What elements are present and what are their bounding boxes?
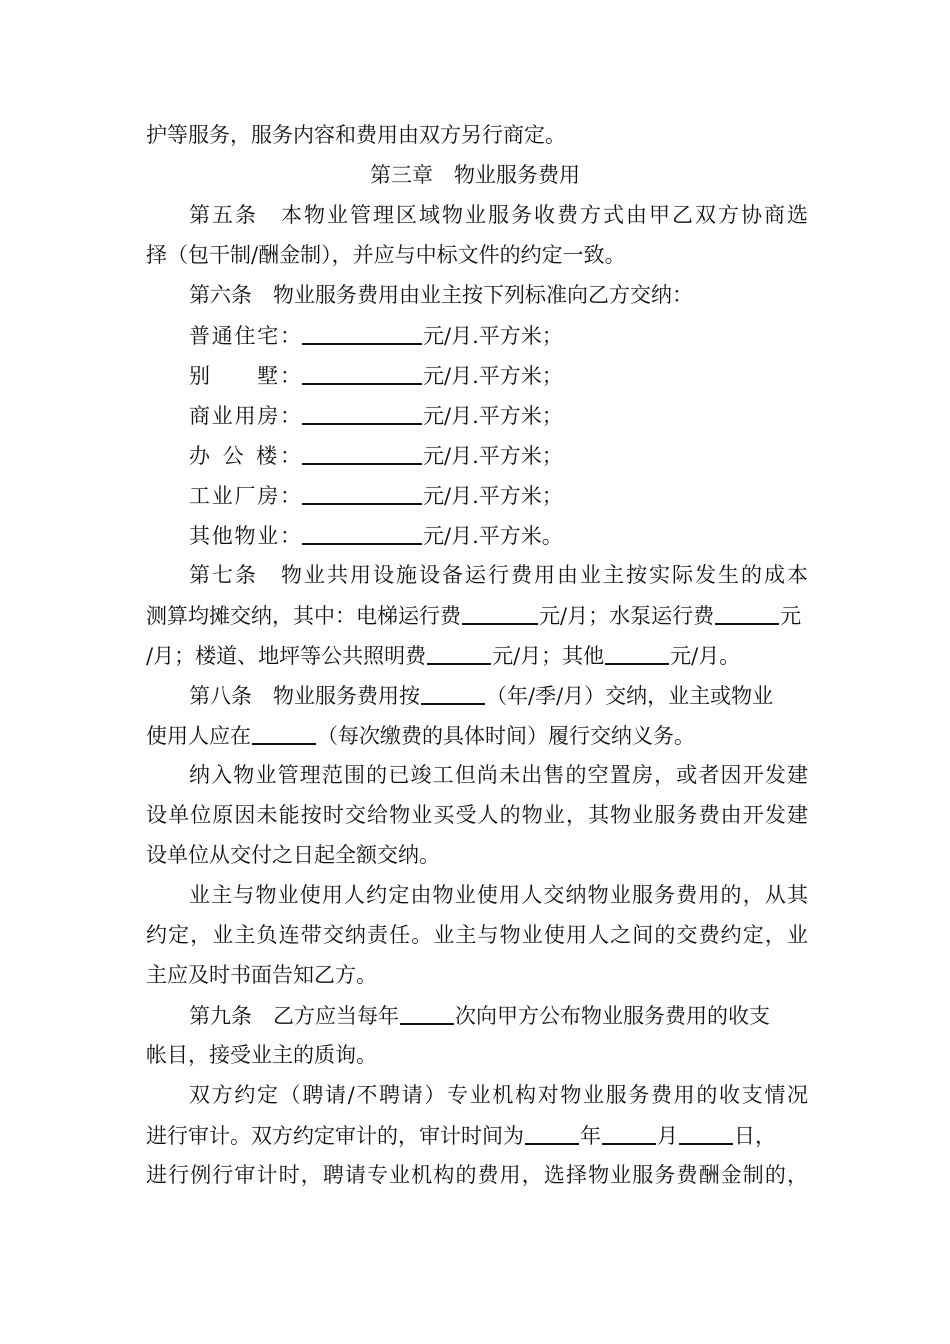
- fee-row: [189, 315, 808, 355]
- text-run: （年/季/月）交纳，业主或物业: [486, 684, 774, 708]
- fee-unit: 元/月.平方米。: [423, 524, 563, 548]
- text-run: 第八条 物业服务费用按: [189, 684, 420, 708]
- text-run: /月；楼道、地坪等公共照明费: [146, 644, 427, 668]
- text-run: 元/月；水泵运行费: [539, 604, 715, 628]
- paragraph-line: [146, 1115, 808, 1155]
- paragraph-line: [146, 595, 808, 635]
- fee-row: [189, 475, 808, 515]
- paragraph-line: 帐目，接受业主的质询。: [146, 1043, 377, 1067]
- fee-row: [189, 395, 808, 435]
- text-run: 元: [780, 604, 802, 628]
- paragraph-line: [189, 995, 808, 1035]
- paragraph-line: 业主与物业使用人约定由物业使用人交纳物业服务费用的，从其: [189, 883, 808, 907]
- text-run: 年: [580, 1124, 601, 1148]
- fee-label: 商业用房：: [189, 404, 301, 428]
- chapter-heading: 第三章 物业服务费用: [370, 163, 580, 187]
- fee-label: 办 公 楼：: [189, 444, 301, 468]
- text-run: 元/月；其他: [492, 644, 605, 668]
- fee-label: 普通住宅：: [189, 324, 301, 348]
- fill-blank: [252, 717, 316, 745]
- paragraph-line: 第五条 本物业管理区域物业服务收费方式由甲乙双方协商选: [189, 203, 808, 227]
- paragraph-line: 双方约定（聘请/不聘请）专业机构对物业服务费用的收支情况: [189, 1083, 808, 1107]
- fill-blank: [302, 397, 422, 425]
- paragraph-line: 第六条 物业服务费用由业主按下列标准向乙方交纳：: [189, 283, 693, 307]
- text-run: 进行审计。双方约定审计的，审计时间为: [146, 1124, 524, 1148]
- fee-row: [189, 355, 808, 395]
- text-run: 第九条 乙方应当每年: [189, 1004, 399, 1028]
- paragraph-line: [189, 675, 808, 715]
- fill-blank: [302, 357, 422, 385]
- paragraph-line: [146, 635, 808, 675]
- fee-row: [189, 435, 808, 475]
- paragraph-line: 进行例行审计时，聘请专业机构的费用，选择物业服务费酬金制的，: [146, 1163, 808, 1187]
- fee-unit: 元/月.平方米；: [423, 444, 563, 468]
- fill-blank: [605, 637, 669, 665]
- fee-unit: 元/月.平方米；: [423, 404, 563, 428]
- paragraph-line: 择（包干制/酬金制），并应与中标文件的约定一致。: [146, 243, 626, 267]
- text-run: 元/月。: [670, 644, 741, 668]
- fill-blank: [602, 1117, 656, 1145]
- text-run: （每次缴费的具体时间）履行交纳义务。: [317, 724, 695, 748]
- fee-label: 工业厂房：: [189, 484, 301, 508]
- paragraph-line: 第七条 物业共用设施设备运行费用由业主按实际发生的成本: [189, 563, 808, 587]
- fill-blank: [462, 597, 538, 625]
- paragraph-line: 设单位从交付之日起全额交纳。: [146, 843, 440, 867]
- fee-unit: 元/月.平方米；: [423, 484, 563, 508]
- fee-row: [189, 515, 808, 555]
- fill-blank: [427, 637, 491, 665]
- paragraph-line: 护等服务，服务内容和费用由双方另行商定。: [146, 123, 566, 147]
- fill-blank: [421, 677, 485, 705]
- paragraph-line: 主应及时书面告知乙方。: [146, 963, 377, 987]
- fill-blank: [400, 997, 454, 1025]
- text-run: 日，: [734, 1124, 776, 1148]
- fee-unit: 元/月.平方米；: [423, 364, 563, 388]
- text-run: 次向甲方公布物业服务费用的收支: [455, 1004, 770, 1028]
- fee-unit: 元/月.平方米；: [423, 324, 563, 348]
- text-run: 月: [657, 1124, 678, 1148]
- fill-blank: [302, 437, 422, 465]
- fill-blank: [302, 477, 422, 505]
- text-run: 使用人应在: [146, 724, 251, 748]
- paragraph-line: 纳入物业管理范围的已竣工但尚未出售的空置房，或者因开发建: [189, 763, 808, 787]
- fill-blank: [679, 1117, 733, 1145]
- text-run: 测算均摊交纳，其中：电梯运行费: [146, 604, 461, 628]
- fill-blank: [302, 317, 422, 345]
- fill-blank: [715, 597, 779, 625]
- fee-label: 其他物业：: [189, 524, 301, 548]
- fill-blank: [302, 517, 422, 545]
- paragraph-line: 约定，业主负连带交纳责任。业主与物业使用人之间的交费约定，业: [146, 923, 808, 947]
- fee-label: 别 墅：: [189, 364, 301, 388]
- fill-blank: [525, 1117, 579, 1145]
- paragraph-line: 设单位原因未能按时交给物业买受人的物业，其物业服务费由开发建: [146, 803, 808, 827]
- paragraph-line: [146, 715, 808, 755]
